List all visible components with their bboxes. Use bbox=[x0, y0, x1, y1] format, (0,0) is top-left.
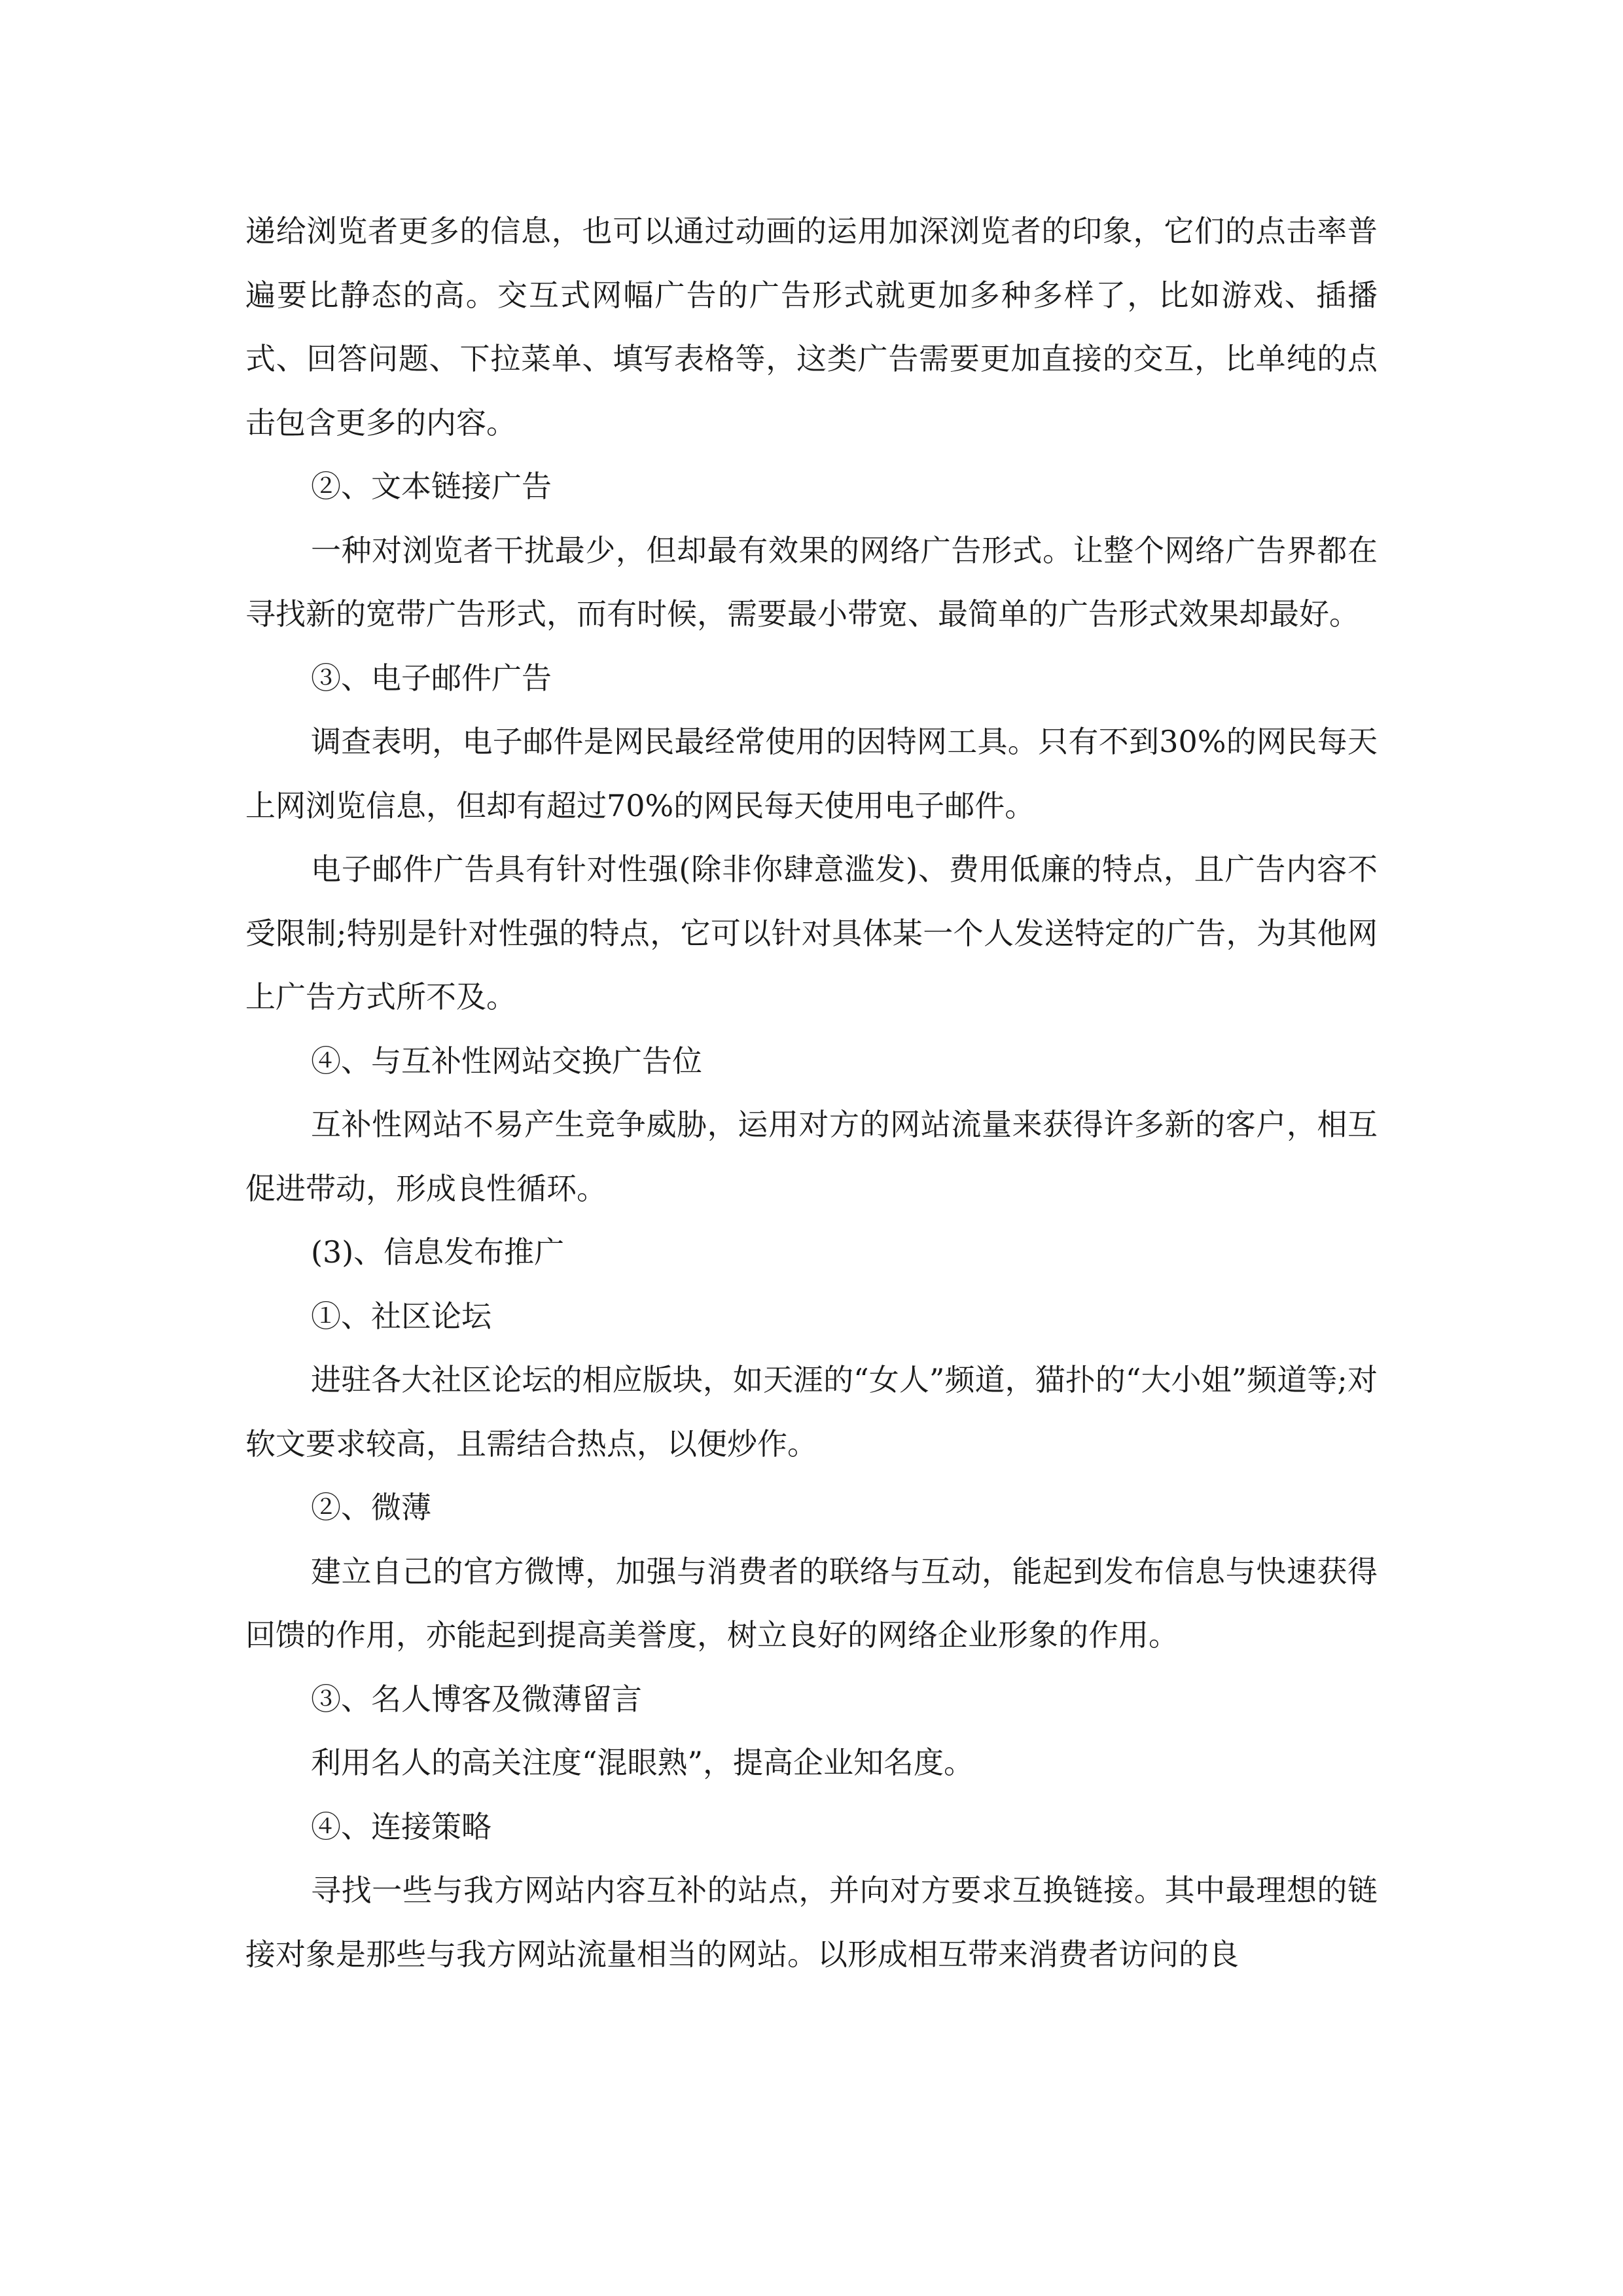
heading-text-link-ads: ②、文本链接广告 bbox=[311, 469, 552, 504]
heading-email-ads: ③、电子邮件广告 bbox=[311, 660, 552, 696]
heading-info-publishing: (3)、信息发布推广 bbox=[311, 1234, 565, 1270]
heading-ad-exchange: ④、与互补性网站交换广告位 bbox=[311, 1043, 702, 1079]
heading-celebrity-blog: ③、名人博客及微薄留言 bbox=[311, 1681, 642, 1717]
paragraph-email-survey: 调查表明，电子邮件是网民最经常使用的因特网工具。只有不到30%的网民每天上网浏览信息，但却有超过70%的网民每天使用电子邮件。 bbox=[245, 724, 1378, 823]
heading-link-strategy: ④、连接策略 bbox=[311, 1808, 491, 1844]
paragraph-community-forum: 进驻各大社区论坛的相应版块，如天涯的“女人”频道，猫扑的“大小姐”频道等;对软文要求较高，且需结合热点，以便炒作。 bbox=[245, 1362, 1378, 1462]
paragraph-microblog: 建立自己的官方微博，加强与消费者的联络与互动，能起到发布信息与快速获得回馈的作用，亦能起到提高美誉度，树立良好的网络企业形象的作用。 bbox=[245, 1553, 1378, 1653]
paragraph-banner-ads-continued: 递给浏览者更多的信息，也可以通过动画的运用加深浏览者的印象，它们的点击率普遍要比静态的高。交互式网幅广告的广告形式就更加多种多样了，比如游戏、插播式、回答问题、下拉菜单、填写表格等，这类广告需要更加直接的交互，比单纯的点击包含更多的内容。 bbox=[245, 213, 1378, 440]
heading-microblog: ②、微薄 bbox=[311, 1490, 431, 1525]
paragraph-text-link-ads: 一种对浏览者干扰最少，但却最有效果的网络广告形式。让整个网络广告界都在寻找新的宽带广告形式，而有时候，需要最小带宽、最简单的广告形式效果却最好。 bbox=[245, 532, 1378, 632]
heading-community-forum: ①、社区论坛 bbox=[311, 1298, 491, 1334]
paragraph-link-strategy: 寻找一些与我方网站内容互补的站点，并向对方要求互换链接。其中最理想的链接对象是那些与我方网站流量相当的网站。以形成相互带来消费者访问的良 bbox=[245, 1873, 1378, 1972]
paragraph-email-features: 电子邮件广告具有针对性强(除非你肆意滥发)、费用低廉的特点，且广告内容不受限制;特别是针对性强的特点，它可以针对具体某一个人发送特定的广告，为其他网上广告方式所不及。 bbox=[245, 852, 1378, 1014]
document-body bbox=[245, 200, 1378, 1986]
paragraph-celebrity-blog: 利用名人的高关注度“混眼熟”，提高企业知名度。 bbox=[311, 1745, 974, 1780]
paragraph-ad-exchange: 互补性网站不易产生竞争威胁，运用对方的网站流量来获得许多新的客户，相互促进带动，形成良性循环。 bbox=[245, 1107, 1378, 1206]
